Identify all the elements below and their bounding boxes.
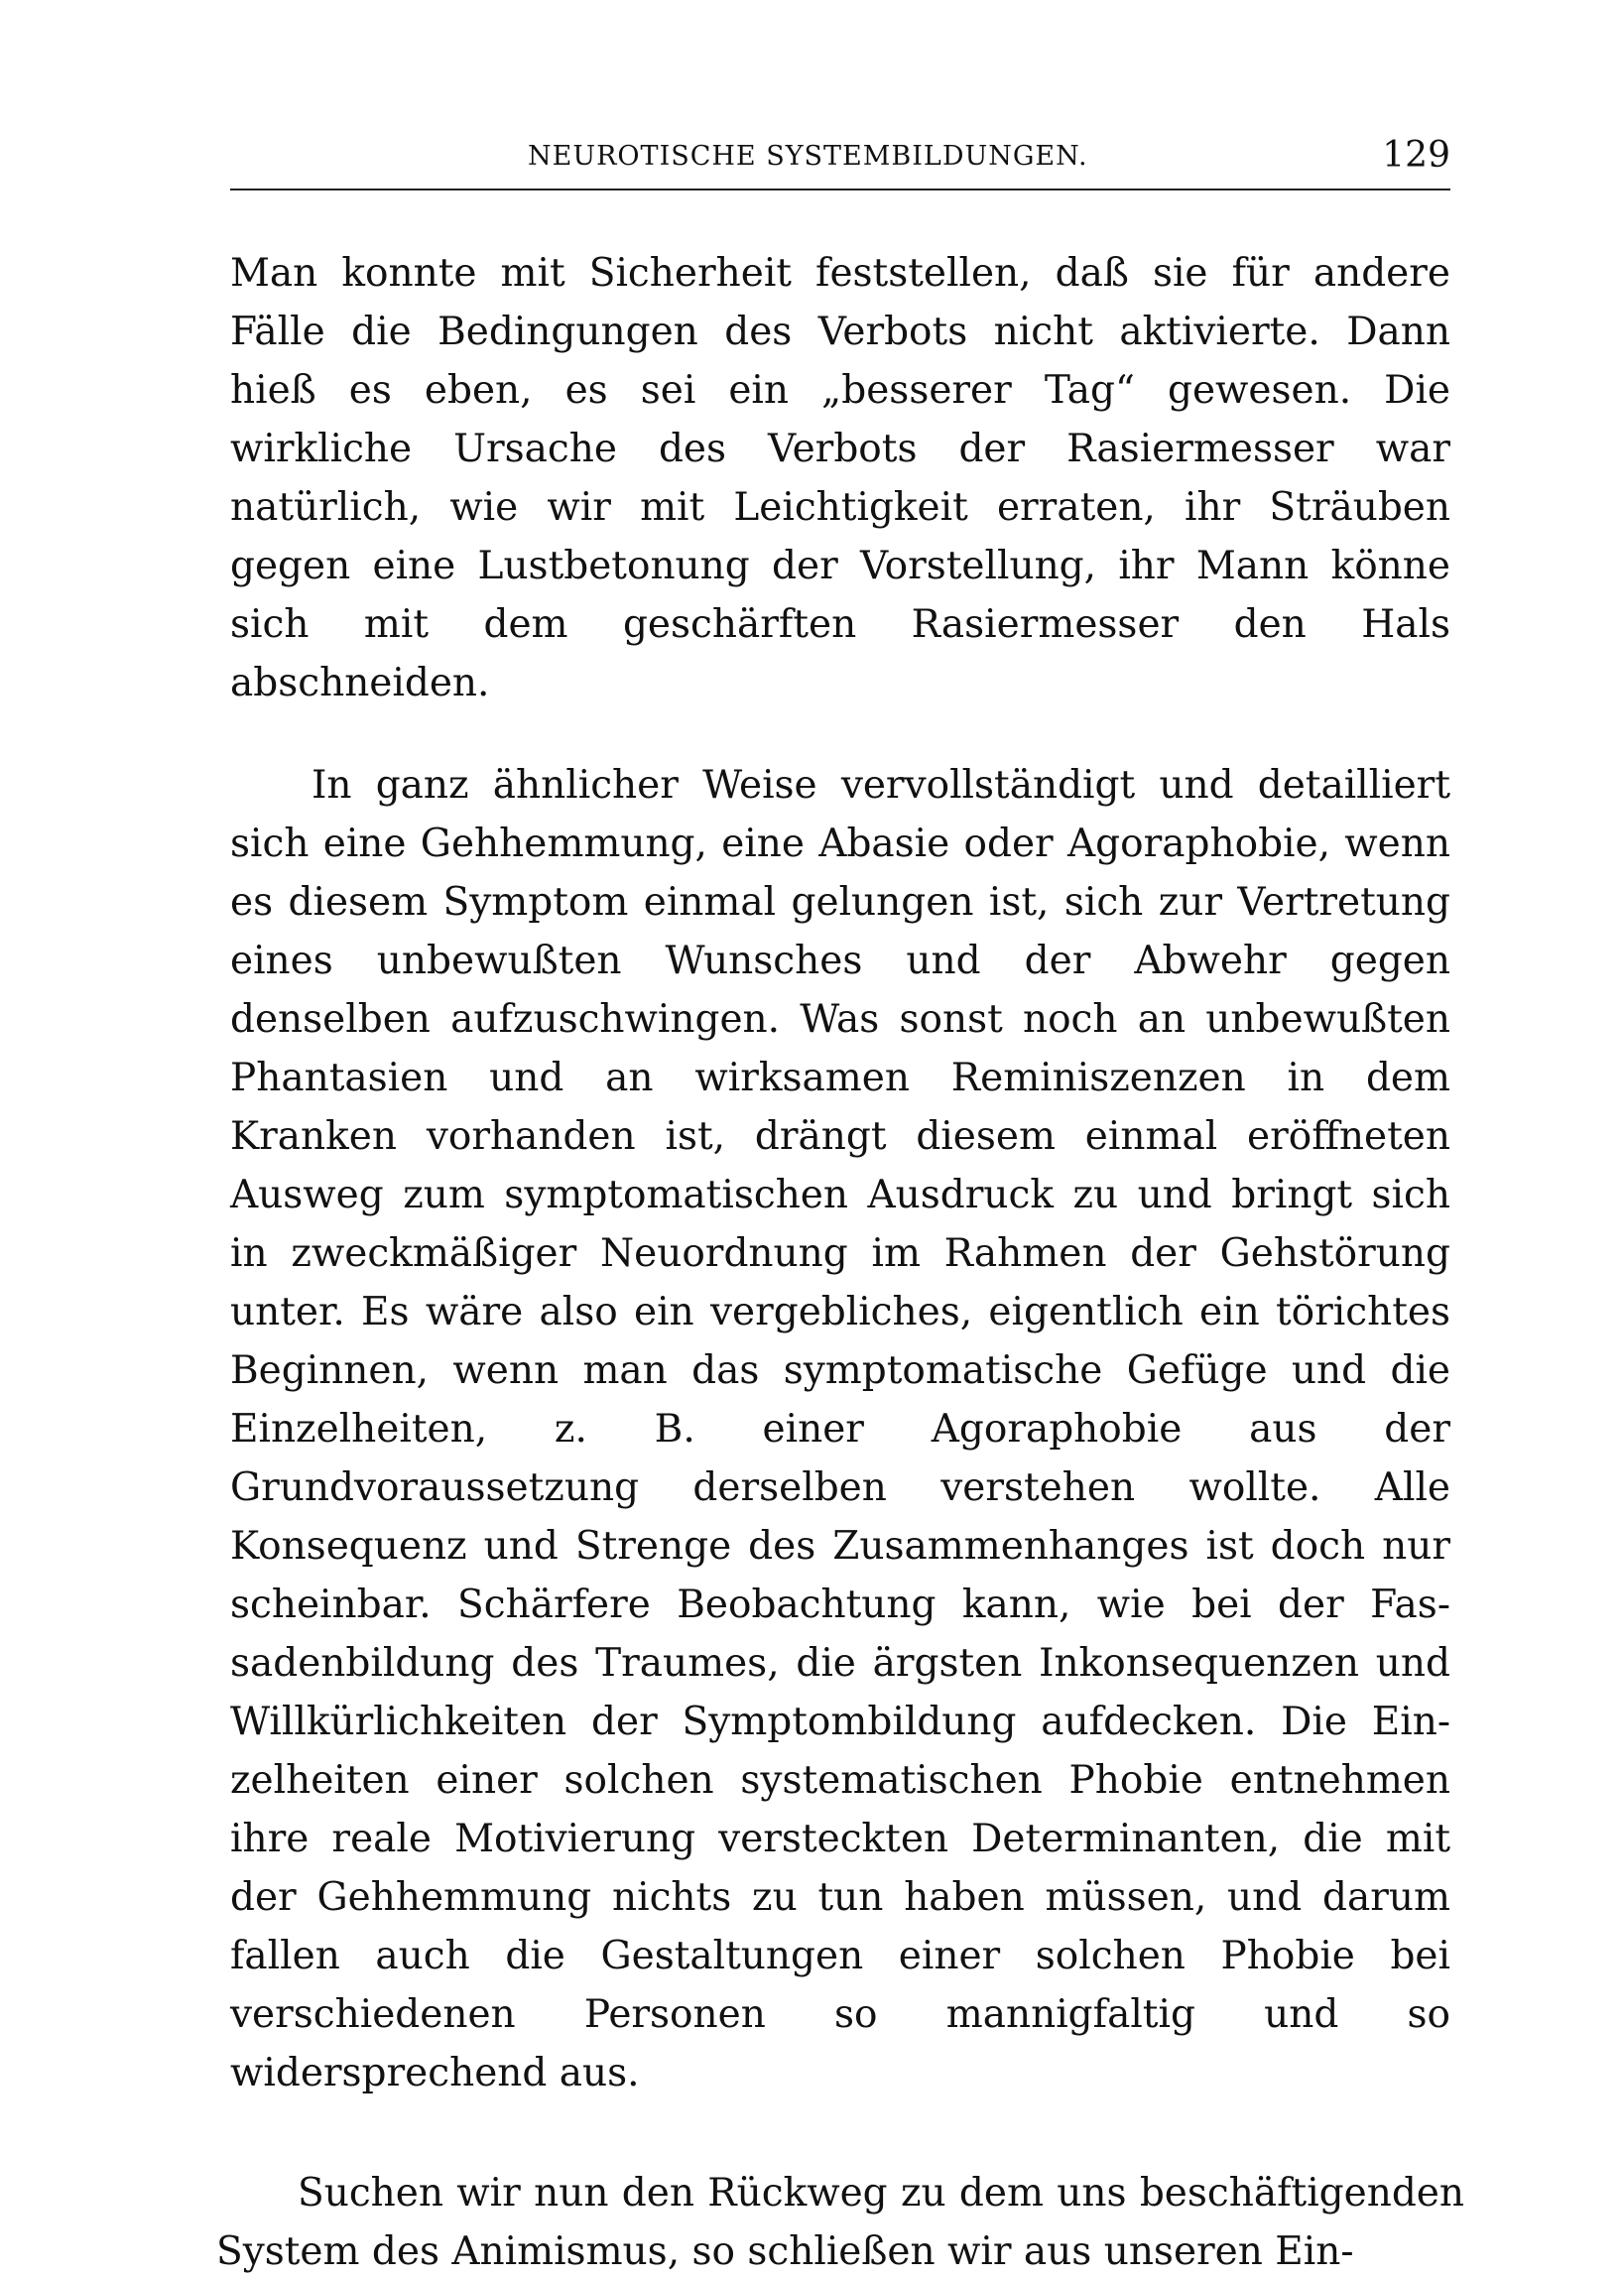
- paragraph-1: Man konnte mit Sicherheit feststellen, daß sie für andere Fälle die Bedingungen des Verbots nicht aktivierte. Dann hieß es eben, es sei ein „besserer Tag“ gewesen. Die wirkliche Ursache des Verbots der Rasiermesser war natürlich, wie wir mit Leichtigkeit erraten, ihr Sträuben gegen eine Lustbetonung der Vorstellung, ihr Mann könne sich mit dem geschärften Rasiermesser den Hals abschneiden.: [230, 251, 1450, 705]
- page-number: 129: [1382, 135, 1450, 176]
- header-rule: [230, 189, 1450, 190]
- paragraph-3: Suchen wir nun den Rückweg zu dem uns beschäftigenden System des Animismus, so schließen wir aus unseren Ein-: [216, 2171, 1464, 2274]
- paragraph-2: In ganz ähnlicher Weise vervollständigt und detailliert sich eine Gehhemmung, eine Abasie oder Agoraphobie, wenn es diesem Symptom einmal gelungen ist, sich zur Vertretung eines unbewußten Wunsches und der Abwehr gegen denselben aufzuschwingen. Was sonst noch an unbewußten Phantasien und an wirksamen Reminiszenzen in dem Kranken vorhanden ist, drängt diesem einmal eröffneten Ausweg zum symptomatischen Ausdruck zu und bringt sich in zweckmäßiger Neuordnung im Rahmen der Gehstörung unter. Es wäre also ein vergebliches, eigentlich ein törichtes Beginnen, wenn man das symptomatische Gefüge und die Einzelheiten, z. B. einer Agoraphobie aus der Grundvoraussetzung derselben verstehen wollte. Alle Konsequenz und Strenge des Zusammenhanges ist doch nur scheinbar. Schärfere Beobachtung kann, wie bei der Fassadenbildung des Traumes, die ärgsten Inkonsequenzen und Willkürlichkeiten der Symptombildung aufdecken. Die Einzelheiten einer solchen systematischen Phobie entnehmen ihre reale Motivierung versteckten Determinanten, die mit der Gehhemmung nichts zu tun haben müssen, und darum fallen auch die Gestaltungen einer solchen Phobie bei verschiedenen Personen so mannigfaltig und so widersprechend aus.: [230, 763, 1450, 2095]
- running-head: [230, 135, 1450, 190]
- running-title: NEUROTISCHE SYSTEMBILDUNGEN.: [528, 141, 1088, 172]
- body-text: [216, 244, 1464, 2281]
